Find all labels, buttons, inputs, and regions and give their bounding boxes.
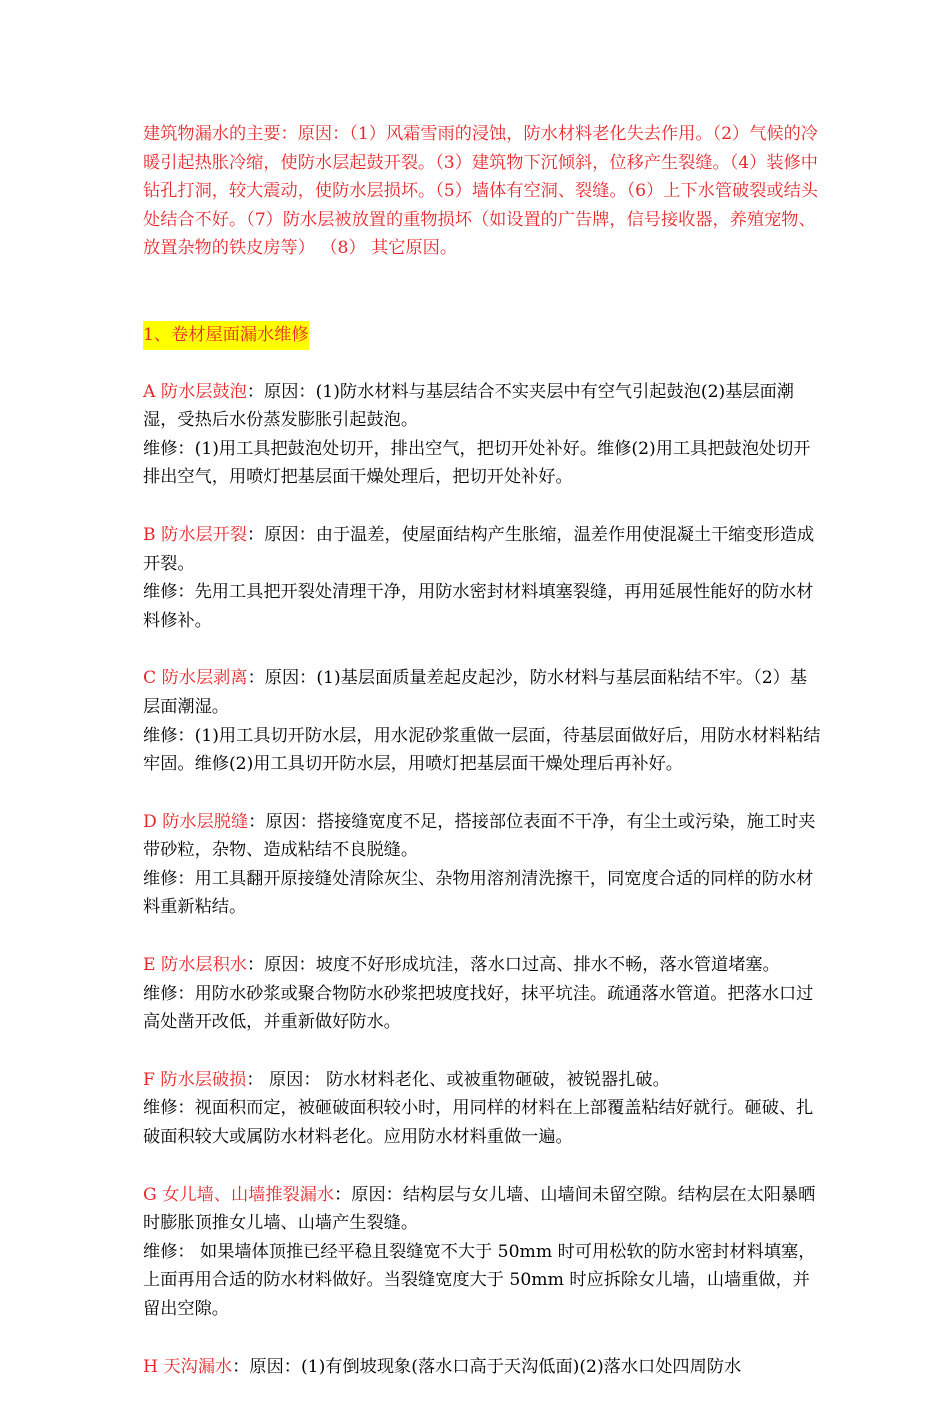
- item-cause: [143, 521, 823, 578]
- item-repair: 维修：视面积而定，被砸破面积较小时，用同样的材料在上部覆盖粘结好就行。砸破、扎破面积较大或属防水材料老化。应用防水材料重做一遍。: [143, 1098, 814, 1148]
- item-title: A 防水层鼓泡: [143, 381, 247, 402]
- item-repair: 维修：(1)用工具把鼓泡处切开，排出空气，把切开处补好。维修(2)用工具把鼓泡处切开排出空气，用喷灯把基层面干燥处理后，把切开处补好。: [143, 438, 811, 488]
- item-repair: 维修：用防水砂浆或聚合物防水砂浆把坡度找好，抹平坑洼。疏通落水管道。把落水口过高处凿开改低，并重新做好防水。: [143, 983, 814, 1033]
- item-cause: [143, 1066, 823, 1095]
- intro-paragraph: 建筑物漏水的主要：原因：（1）风霜雪雨的浸蚀，防水材料老化失去作用。（2）气候的冷暖引起热胀冷缩，使防水层起鼓开裂。（3）建筑物下沉倾斜，位移产生裂缝。（4）装修中钻孔打洞，较大震动，使防水层损坏。（5）墙体有空洞、裂缝。（6）上下水管破裂或结头处结合不好。（7）防水层被放置的重物损坏（如设置的广告牌，信号接收器，养殖宠物、放置杂物的铁皮房等） （8） 其它原因。: [143, 124, 818, 259]
- item-cause-text: ：原因：结构层与女儿墙、山墙间未留空隙。结构层在太阳暴晒时膨胀顶推女儿墙、山墙产生裂缝。: [143, 1184, 816, 1234]
- item-e: [143, 951, 823, 1037]
- item-a: [143, 378, 823, 492]
- item-cause-text: ：原因：(1)基层面质量差起皮起沙，防水材料与基层面粘结不牢。（2）基层面潮湿。: [143, 668, 808, 717]
- item-title: E 防水层积水: [143, 955, 247, 976]
- item-title: B 防水层开裂: [143, 524, 248, 545]
- item-title: H 天沟漏水: [143, 1356, 233, 1377]
- item-b: [143, 521, 823, 635]
- item-cause: [143, 378, 823, 435]
- item-cause: [143, 1353, 823, 1382]
- item-g: [143, 1181, 823, 1324]
- item-cause: [143, 1181, 823, 1238]
- item-d: [143, 808, 823, 922]
- item-title: C 防水层剥离: [143, 668, 248, 689]
- section-heading: 1、卷材屋面漏水维修: [143, 321, 309, 350]
- item-cause-text: ：原因：坡度不好形成坑洼，落水口过高、排水不畅，落水管道堵塞。: [246, 955, 780, 976]
- item-f: [143, 1066, 823, 1152]
- item-cause: [143, 808, 823, 865]
- item-title: G 女儿墙、山墙推裂漏水: [143, 1184, 335, 1205]
- section-heading-line: [143, 321, 823, 350]
- item-repair: 维修： 如果墙体顶推已经平稳且裂缝宽不大于 50mm 时可用松软的防水密封材料填塞，上面再用合适的防水材料做好。当裂缝宽度大于 50mm 时应拆除女儿墙，山墙重做，并留出空隙。: [143, 1241, 816, 1319]
- item-repair: 维修：先用工具把开裂处清理干净，用防水密封材料填塞裂缝，再用延展性能好的防水材料修补。: [143, 582, 814, 631]
- document-body: [143, 120, 823, 1410]
- item-cause: [143, 664, 823, 721]
- item-c: [143, 664, 823, 778]
- item-h: [143, 1353, 823, 1382]
- item-repair: 维修：(1)用工具切开防水层，用水泥砂浆重做一层面，待基层面做好后，用防水材料粘结牢固。维修(2)用工具切开防水层，用喷灯把基层面干燥处理后再补好。: [143, 725, 821, 775]
- item-cause-text: ：原因：搭接缝宽度不足，搭接部位表面不干净，有尘土或污染，施工时夹带砂粒，杂物、造成粘结不良脱缝。: [143, 811, 816, 861]
- item-cause: [143, 951, 823, 980]
- item-repair: 维修：用工具翻开原接缝处清除灰尘、杂物用溶剂清洗擦干，同宽度合适的同样的防水材料重新粘结。: [143, 868, 814, 918]
- item-cause-text: ：原因：(1)有倒坡现象(落水口高于天沟低面)(2)落水口处四周防水: [232, 1356, 742, 1377]
- item-title: F 防水层破损: [143, 1069, 247, 1090]
- item-cause-text: ：原因：由于温差，使屋面结构产生胀缩，温差作用使混凝土干缩变形造成开裂。: [143, 524, 815, 574]
- item-cause-text: ：原因：(1)防水材料与基层结合不实夹层中有空气引起鼓泡(2)基层面潮湿，受热后水份蒸发膨胀引起鼓泡。: [143, 381, 794, 431]
- item-cause-text: ： 原因： 防水材料老化、或被重物砸破，被锐器扎破。: [246, 1069, 670, 1090]
- item-title: D 防水层脱缝: [143, 811, 249, 832]
